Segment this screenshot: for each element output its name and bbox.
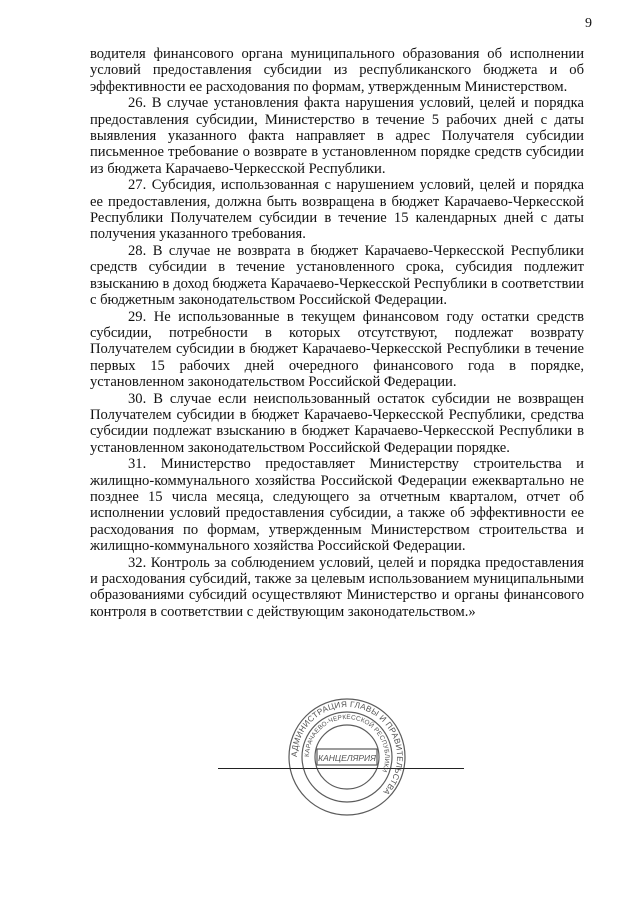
paragraph-27: 27. Субсидия, использованная с нарушением условий, целей и порядка ее предоставления, должна быть возвращена в бюджет Карачаево-Черкесской Республики Получателем субсидии в течение 15 календарных дней с даты получения указанного требования. [90, 177, 584, 243]
paragraph-30: 30. В случае если неиспользованный остаток субсидии не возвращен Получателем субсидии в бюджет Карачаево-Черкесской Республики, средства субсидии подлежат взысканию в бюджет Карачаево-Черкесской Республики в установленном законодательством Российской Федерации порядке. [90, 390, 584, 456]
paragraph-29: 29. Не использованные в текущем финансовом году остатки средств субсидии, потребности в которых отсутствуют, подлежат возврату Получателем субсидии в бюджет Карачаево-Черкесской Республики в течение первых 15 рабочих дней очередного финансового года в порядке, установленном законодательством Российской Федерации. [90, 308, 584, 391]
stamp-seal-icon [287, 697, 407, 817]
stamp-inner-text: КАРАЧАЕВО-ЧЕРКЕССКОЙ РЕСПУБЛИКИ [303, 713, 391, 774]
paragraph-continuation: водителя финансового органа муниципального образования об исполнении условий предоставления субсидии из республиканского бюджета и об эффективности ее расходования по формам, утвержденным Министерством. [90, 46, 584, 95]
stamp-outer-text: АДМИНИСТРАЦИЯ ГЛАВЫ И ПРАВИТЕЛЬСТВА [289, 699, 405, 797]
official-stamp [287, 697, 407, 817]
paragraph-26: 26. В случае установления факта нарушения условий, целей и порядка предоставления субсидии, Министерство в течение 5 рабочих дней с даты выявления указанного факта направляет в адрес Получателя субсидии письменное требование о возврате в установленном порядке средств субсидии из бюджета Карачаево-Черкесской Республики. [90, 95, 584, 177]
paragraph-31: 31. Министерство предоставляет Министерству строительства и жилищно-коммунального хозяйства Российской Федерации ежеквартально не позднее 15 числа месяца, следующего за отчетным кварталом, отчет об исполнении условий предоставления субсидии, а также об эффективности ее расходования по формам, утвержденным Министерством строительства и жилищно-коммунального хозяйства Российской Федерации. [90, 456, 584, 555]
paragraph-32: 32. Контроль за соблюдением условий, целей и порядка предоставления и расходования субсидий, также за целевым использованием муниципальными образованиями субсидий осуществляют Министерство и органы финансового контроля в соответствии с действующим законодательством.» [90, 554, 584, 620]
document-body [90, 46, 584, 620]
page-number: 9 [585, 16, 592, 31]
paragraph-28: 28. В случае не возврата в бюджет Карачаево-Черкесской Республики средств субсидии в течение установленного срока, субсидия подлежит взысканию в доход бюджета Карачаево-Черкесской Республики в соответствии с бюджетным законодательством Российской Федерации. [90, 242, 584, 309]
stamp-center-text: КАНЦЕЛЯРИЯ [318, 753, 376, 763]
